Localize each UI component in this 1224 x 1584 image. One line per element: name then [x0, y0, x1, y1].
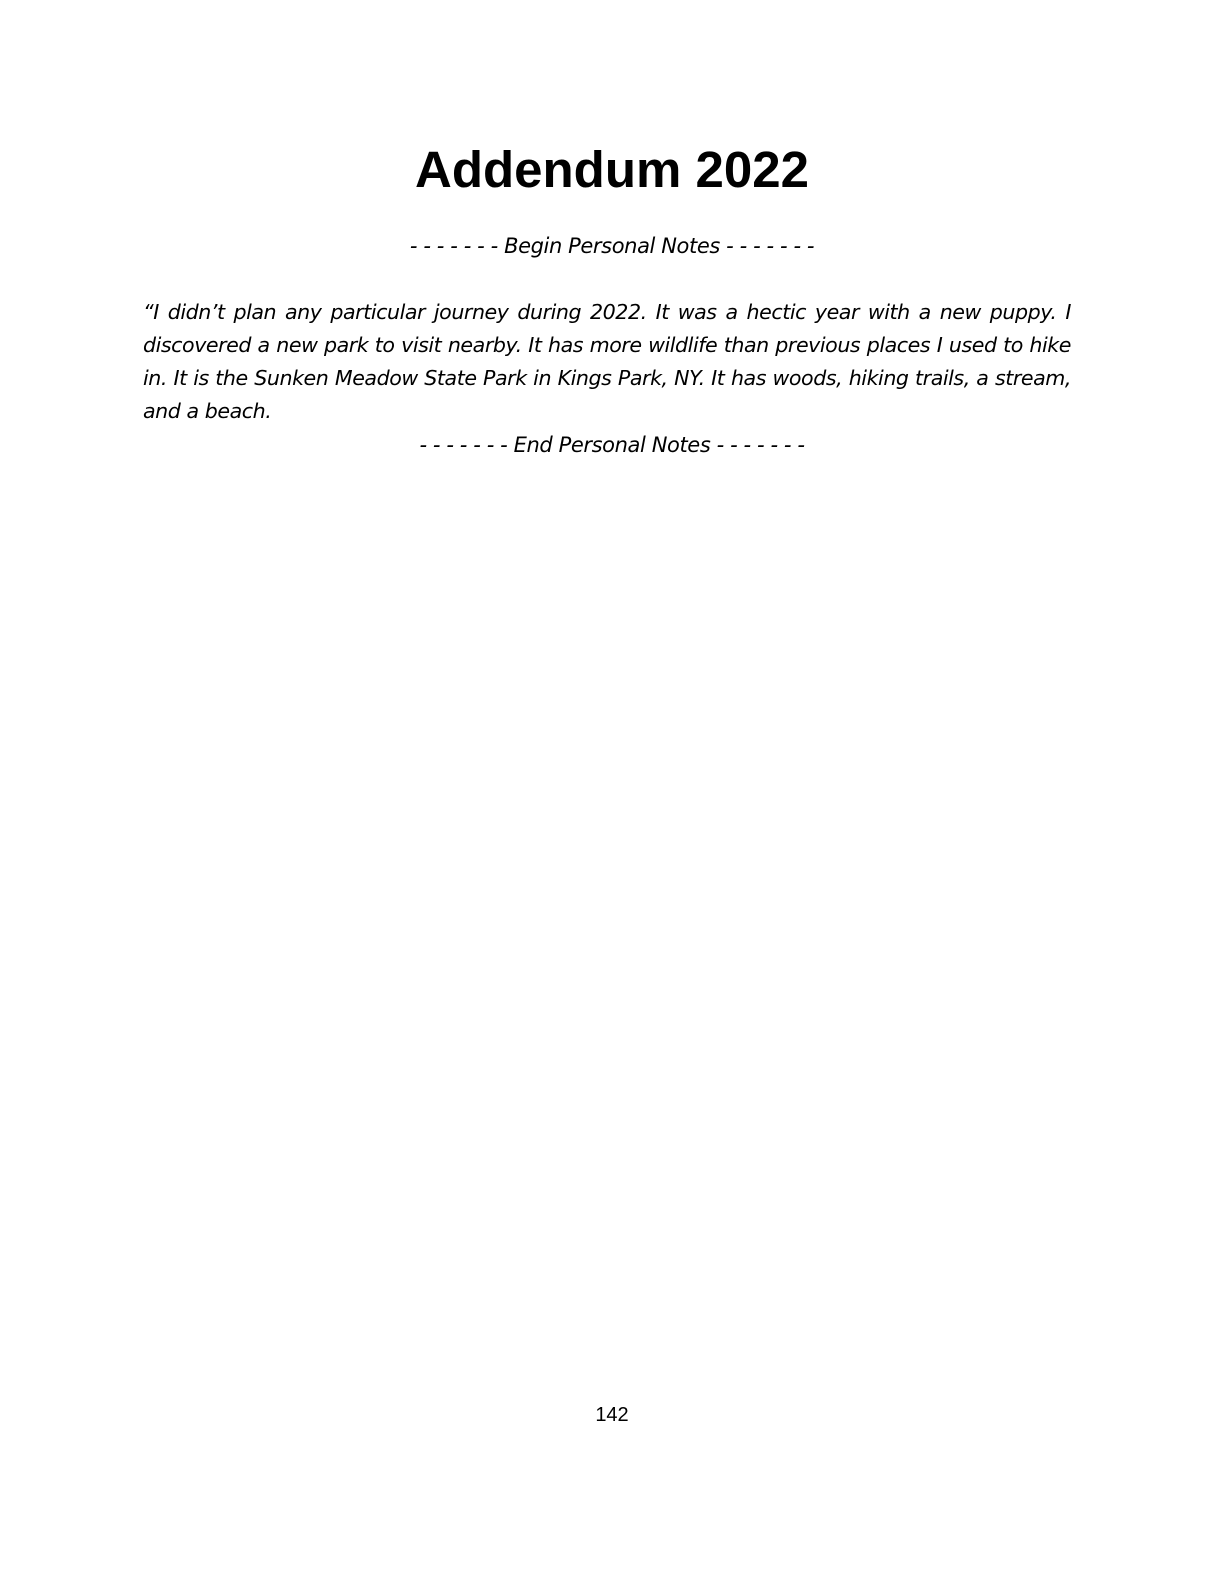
page-number: 142 [595, 1404, 629, 1426]
end-personal-notes-marker: - - - - - - - End Personal Notes - - - - - - - [419, 433, 805, 457]
begin-personal-notes-marker: - - - - - - - Begin Personal Notes - - - - - - - [409, 234, 815, 258]
personal-notes-paragraph: “I didn’t plan any particular journey during 2022. It was a hectic year with a new puppy. I discovered a new park to visit nearby. It has more wildlife than previous places I used to hike in. It is the Sunken Meadow State Park in Kings Park, NY. It has woods, hiking trails, a stream, and a beach. [143, 300, 1071, 423]
page-title: Addendum 2022 [415, 141, 809, 198]
